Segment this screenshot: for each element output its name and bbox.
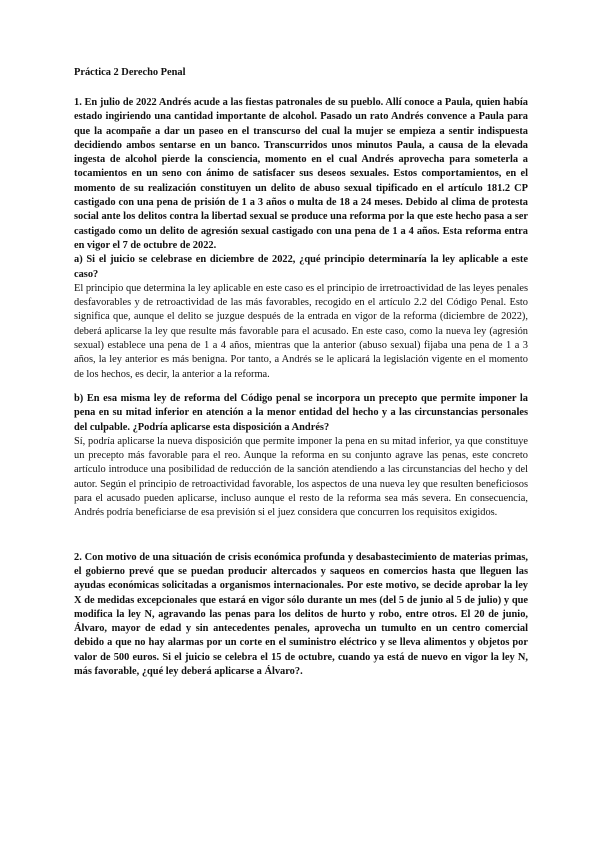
- question-1b-answer: Sí, podría aplicarse la nueva disposición que permite imponer la pena en su mitad inferior, ya que constituye un precepto más favorable para el reo. Aunque la reforma en su conjunto agrave las penas, este concreto artículo introduce una posibilidad de reducción de la sanción atendiendo a las circunstancias del hecho y del autor. Según el principio de retroactividad favorable, los aspectos de una nueva ley que resulten beneficiosos para el acusado pueden aplicarse, incluso aunque el resto de la reforma sea más severa. En consecuencia, Andrés podría beneficiarse de esa previsión si el juez considera que concurren los requisitos exigidos.: [74, 435, 528, 519]
- question-1a-answer: El principio que determina la ley aplicable en este caso es el principio de irretroactividad de las leyes penales desfavorables y de retroactividad de las más favorables, recogido en el artículo 2.2 del Código Penal. Esto significa que, aunque el delito se juzgue después de la entrada en vigor de la reforma (diciembre de 2022), deberá aplicarse la ley que resulte más favorable para el acusado. En este caso, como la nueva ley (agresión sexual) establece una pena de 1 a 4 años, mientras que la anterior (abuso sexual) fijaba una pena de 1 a 3 años, la ley anterior es más benigna. Por tanto, a Andrés se le aplicará la legislación vigente en el momento de los hechos, es decir, la anterior a la reforma.: [74, 282, 528, 380]
- question-1-statement: 1. En julio de 2022 Andrés acude a las fiestas patronales de su pueblo. Allí conoce a Paula, quien había estado ingiriendo una cantidad importante de alcohol. Pasado un rato Andrés convence a Paula para que la acompañe a dar un paseo en el transcurso del cual la mujer se empieza a sentir indispuesta decidiendo ambos sentarse en un banco. Transcurridos unos minutos Paula, a causa de la elevada ingesta de alcohol pierde la consciencia, momento en el cual Andrés aprovecha para someterla a tocamientos en un seno con ánimo de satisfacer sus deseos sexuales. Estos comportamientos, en el momento de su realización constituyen un delito de abuso sexual tipificado en el artículo 181.2 CP castigado con una pena de prisión de 1 a 3 años o multa de 18 a 24 meses. Debido al clima de protesta social ante los delitos contra la libertad sexual se produce una reforma por la que este hecho pasa a ser castigado como un delito de agresión sexual castigado con una pena de 1 a 4 años. Esta reforma entra en vigor el 7 de octubre de 2022.: [74, 97, 528, 251]
- question-1a-prompt: a) Si el juicio se celebrase en diciembre de 2022, ¿qué principio determinaría la ley aplicable a este caso?: [74, 254, 528, 280]
- document-page: [74, 66, 528, 679]
- document-title: Práctica 2 Derecho Penal: [74, 67, 186, 78]
- spacer: [74, 521, 528, 551]
- spacer: [74, 382, 528, 392]
- question-1b-prompt: b) En esa misma ley de reforma del Código penal se incorpora un precepto que permite imponer la pena en su mitad inferior en atención a la menor entidad del hecho y a las circunstancias personales del culpable. ¿Podría aplicarse esta disposición a Andrés?: [74, 392, 528, 433]
- question-2-statement: 2. Con motivo de una situación de crisis económica profunda y desabastecimiento de materias primas, el gobierno prevé que se puedan producir altercados y saqueos en comercios hasta que lleguen las ayudas económicas solicitadas a organismos internacionales. Por este motivo, se decide aprobar la ley X de medidas excepcionales que estará en vigor sólo durante un mes (del 5 de junio al 5 de julio) y que modifica la ley N, agravando las penas para los delitos de hurto y robo, entre otros. El 20 de junio, Álvaro, mayor de edad y sin antecedentes penales, aprovecha un tumulto en un centro comercial debido a que no hay alarmas por un corte en el suministro eléctrico y se lleva alimentos y objetos por valor de 500 euros. Si el juicio se celebra el 15 de octubre, cuando ya está de nuevo en vigor la ley N, más favorable, ¿qué ley deberá aplicarse a Álvaro?.: [74, 551, 528, 677]
